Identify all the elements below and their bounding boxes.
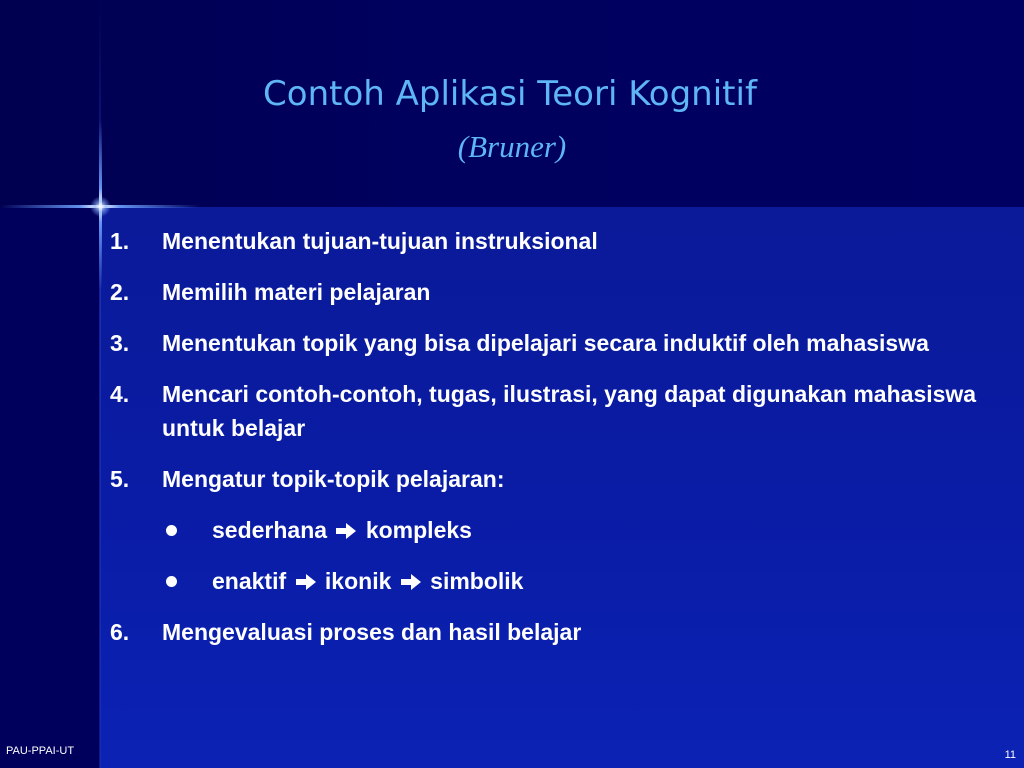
list-item-text: Menentukan tujuan-tujuan instruksional — [162, 228, 598, 254]
slide-title-text: Contoh Aplikasi Teori Kognitif — [263, 74, 757, 114]
slide-title — [0, 72, 1024, 116]
sub-item-part: ikonik — [324, 568, 392, 594]
sub-item-part: kompleks — [365, 517, 472, 543]
list-item-text: Memilih materi pelajaran — [162, 279, 431, 305]
sub-item-part: sederhana — [212, 517, 328, 543]
list-item — [110, 377, 990, 445]
list-item — [110, 326, 990, 360]
sparkle-star-icon — [90, 196, 111, 217]
list-item — [110, 224, 990, 258]
sub-item-part: enaktif — [212, 568, 287, 594]
slide-number: 11 — [1004, 749, 1016, 761]
slide-subtitle: (Bruner) — [457, 129, 567, 164]
list-item — [110, 275, 990, 309]
list-item-number: 5. — [110, 466, 130, 492]
list-item-number: 3. — [110, 330, 130, 356]
sub-list-item — [110, 513, 990, 547]
list-item-text: Mencari contoh-contoh, tugas, ilustrasi, yang dapat digunakan mahasiswa untuk belajar — [162, 381, 977, 441]
list-item — [110, 462, 990, 496]
right-arrow-icon — [295, 573, 317, 591]
list-item-number: 4. — [110, 381, 130, 407]
list-item-number: 1. — [110, 228, 130, 254]
numbered-list — [110, 224, 990, 666]
filled-circle-icon — [166, 525, 177, 536]
list-item-text: Menentukan topik yang bisa dipelajari secara induktif oleh mahasiswa — [162, 330, 929, 356]
list-item-number: 6. — [110, 619, 130, 645]
filled-circle-icon — [166, 576, 177, 587]
sub-list-item — [110, 564, 990, 598]
list-item — [110, 615, 990, 649]
list-item-text: Mengatur topik-topik pelajaran: — [162, 466, 505, 492]
right-arrow-icon — [335, 522, 357, 540]
sub-item-part: simbolik — [430, 568, 524, 594]
footer-source: PAU-PPAI-UT — [6, 745, 75, 757]
list-item-text: Mengevaluasi proses dan hasil belajar — [162, 619, 582, 645]
right-arrow-icon — [400, 573, 422, 591]
list-item-number: 2. — [110, 279, 130, 305]
